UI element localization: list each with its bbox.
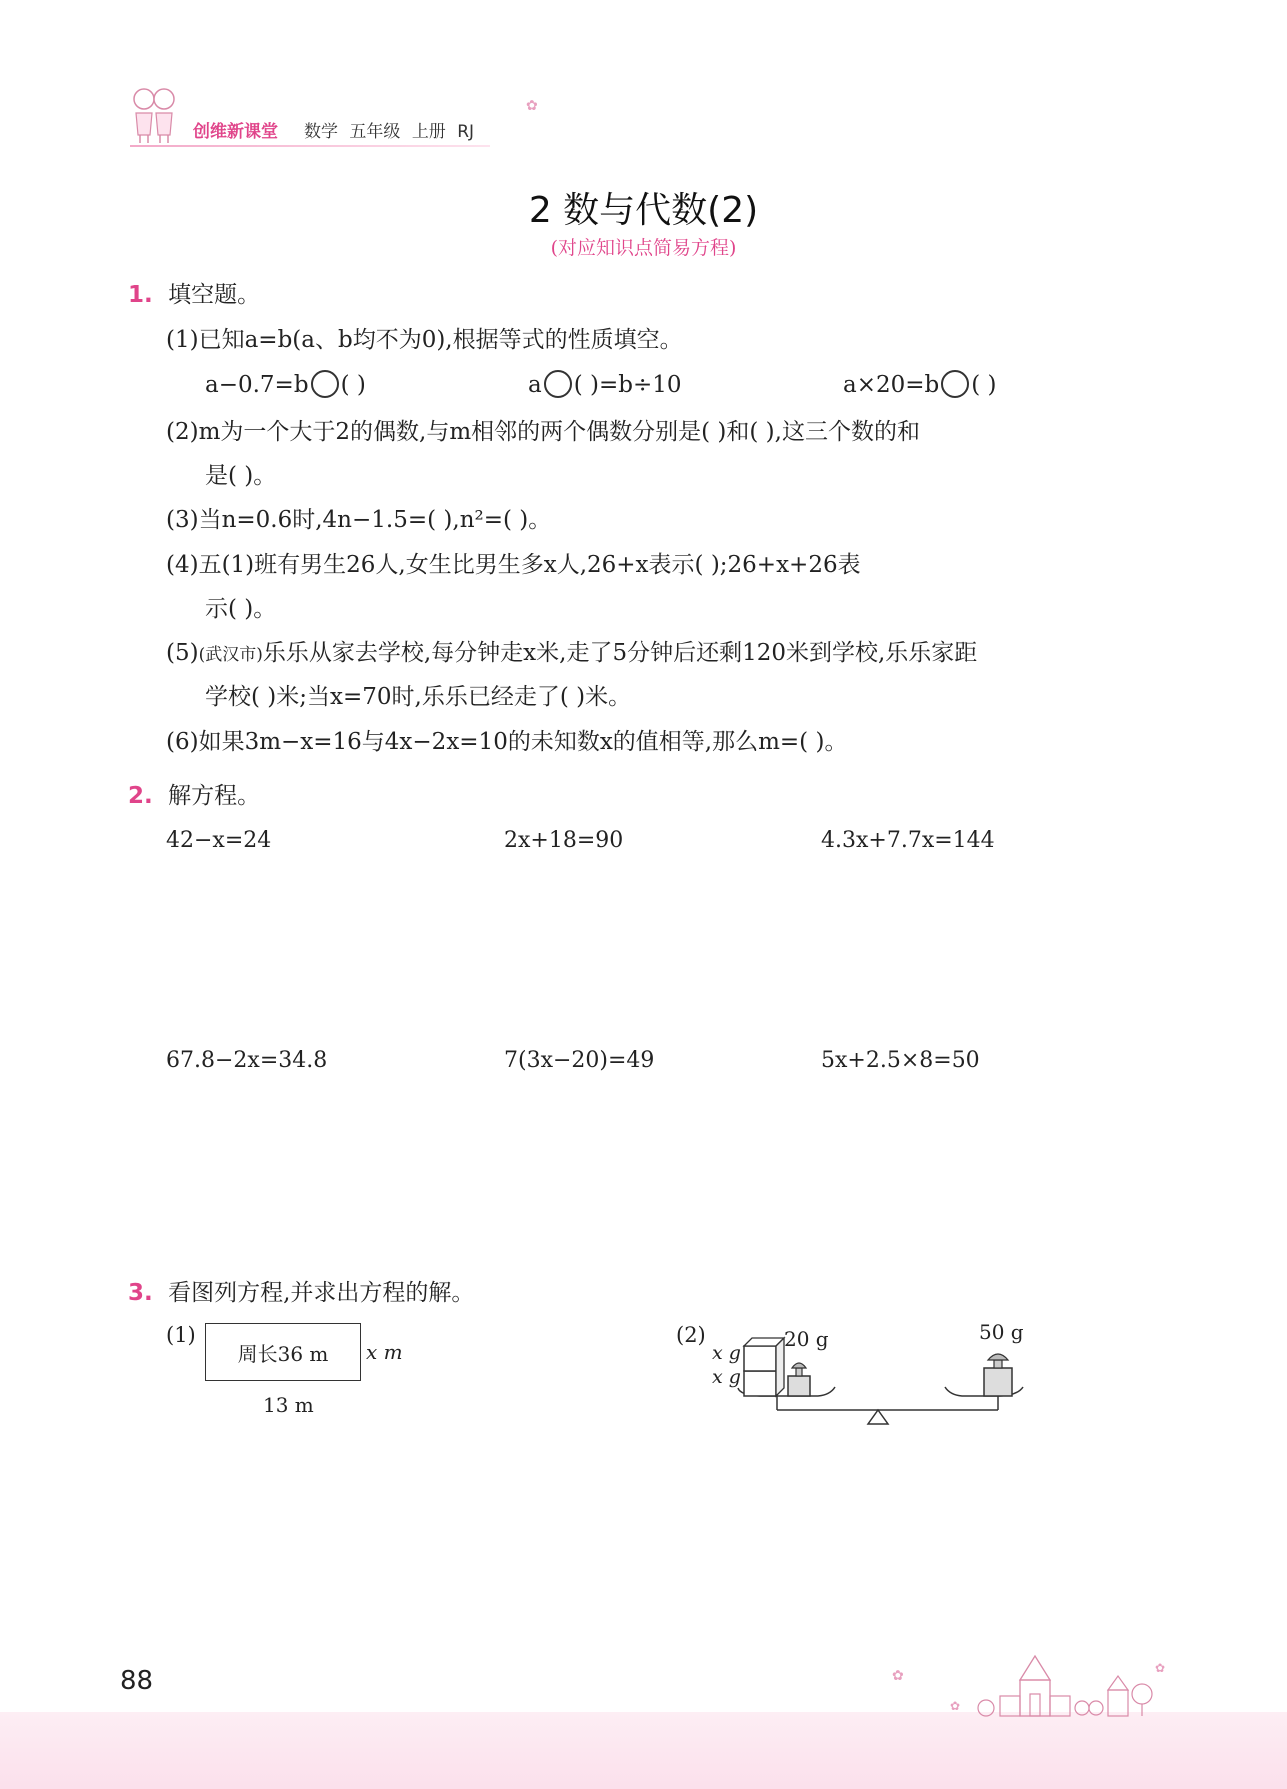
castle-illustration (880, 1650, 1170, 1718)
butterfly-icon: ✿ (526, 98, 538, 114)
q1-part1-intro: (1)已知a=b(a、b均不为0),根据等式的性质填空。 (166, 327, 683, 353)
header-info (304, 117, 474, 142)
footer-band (0, 1712, 1287, 1789)
q1-part1-b (528, 370, 682, 400)
fig1-perimeter-label: 周长36 m (237, 1342, 329, 1366)
q1-number: 1. (128, 282, 153, 308)
fig1-bottom-label: 13 m (263, 1393, 314, 1417)
svg-text:✿: ✿ (892, 1668, 904, 1684)
header-volume: 上册 (411, 122, 446, 142)
q1-heading (128, 280, 260, 310)
blank-circle[interactable] (311, 370, 339, 398)
q1-part5-text: 乐乐从家去学校,每分钟走x米,走了5分钟后还剩120米到学校,乐乐家距 (262, 640, 978, 666)
equation-4: 67.8−2x=34.8 (166, 1048, 328, 1073)
equation-2: 2x+18=90 (504, 828, 624, 853)
header-edition: RJ (457, 122, 475, 142)
equation-6: 5x+2.5×8=50 (821, 1048, 980, 1073)
svg-text:✿: ✿ (950, 1699, 961, 1713)
q1-part2-line2: 是( )。 (205, 463, 277, 489)
q1-part5-number: (5) (166, 640, 199, 666)
q3-heading (128, 1278, 474, 1308)
q1-part1-c-blank[interactable]: ( ) (971, 372, 997, 398)
q3-number: 3. (128, 1280, 153, 1306)
header-mascot (128, 85, 180, 145)
header-subject: 数学 (304, 122, 338, 142)
q1-part1-b-expr: a (528, 372, 542, 398)
equation-3: 4.3x+7.7x=144 (821, 828, 995, 853)
fig2-left-weight-label: 20 g (784, 1327, 829, 1351)
q1-part1-a-expr: a−0.7=b (205, 372, 309, 398)
q1-part1-a (205, 370, 366, 400)
q1-part4-line2: 示( )。 (205, 596, 277, 622)
q1-part1-b-blank[interactable]: ( )=b÷10 (573, 372, 682, 398)
page-title: 2 数与代数(2) (528, 190, 759, 231)
page-subtitle: (对应知识点简易方程) (550, 237, 737, 259)
fig2-right-weight-label: 50 g (979, 1320, 1024, 1344)
q1-part3: (3)当n=0.6时,4n−1.5=( ),n²=( )。 (166, 507, 552, 533)
q1-part4-line1: (4)五(1)班有男生26人,女生比男生多x人,26+x表示( );26+x+26表 (166, 552, 861, 578)
q1-part2-line1: (2)m为一个大于2的偶数,与m相邻的两个偶数分别是( )和( ),这三个数的和 (166, 419, 920, 445)
q1-part5-line2: 学校( )米;当x=70时,乐乐已经走了( )米。 (205, 684, 632, 710)
q2-label: 解方程。 (168, 783, 261, 809)
page-number: 88 (120, 1666, 154, 1696)
q1-part5-city: (武汉市) (198, 645, 263, 665)
fig2-x-label-top: x g (712, 1342, 741, 1364)
header-grade: 五年级 (349, 122, 401, 142)
fig2-label: (2) (676, 1323, 706, 1347)
q1-part1-a-blank[interactable]: ( ) (340, 372, 366, 398)
fig1-label: (1) (166, 1323, 196, 1347)
fig1-side-label: x m (366, 1340, 403, 1364)
q1-part1-c (843, 370, 997, 400)
q1-part1-c-expr: a×20=b (843, 372, 940, 398)
blank-circle[interactable] (941, 370, 969, 398)
q3-label: 看图列方程,并求出方程的解。 (168, 1280, 475, 1306)
equation-5: 7(3x−20)=49 (504, 1048, 655, 1073)
fig2-x-label-bottom: x g (712, 1366, 741, 1388)
svg-text:✿: ✿ (1155, 1661, 1166, 1675)
q2-number: 2. (128, 783, 153, 809)
q1-label: 填空题。 (168, 282, 261, 308)
header-brand: 创维新课堂 (193, 122, 278, 142)
blank-circle[interactable] (544, 370, 572, 398)
q1-part5-line1 (166, 638, 977, 670)
q2-heading (128, 781, 260, 811)
q1-part6: (6)如果3m−x=16与4x−2x=10的未知数x的值相等,那么m=( )。 (166, 729, 848, 755)
equation-1: 42−x=24 (166, 828, 272, 853)
header-divider (130, 145, 490, 147)
